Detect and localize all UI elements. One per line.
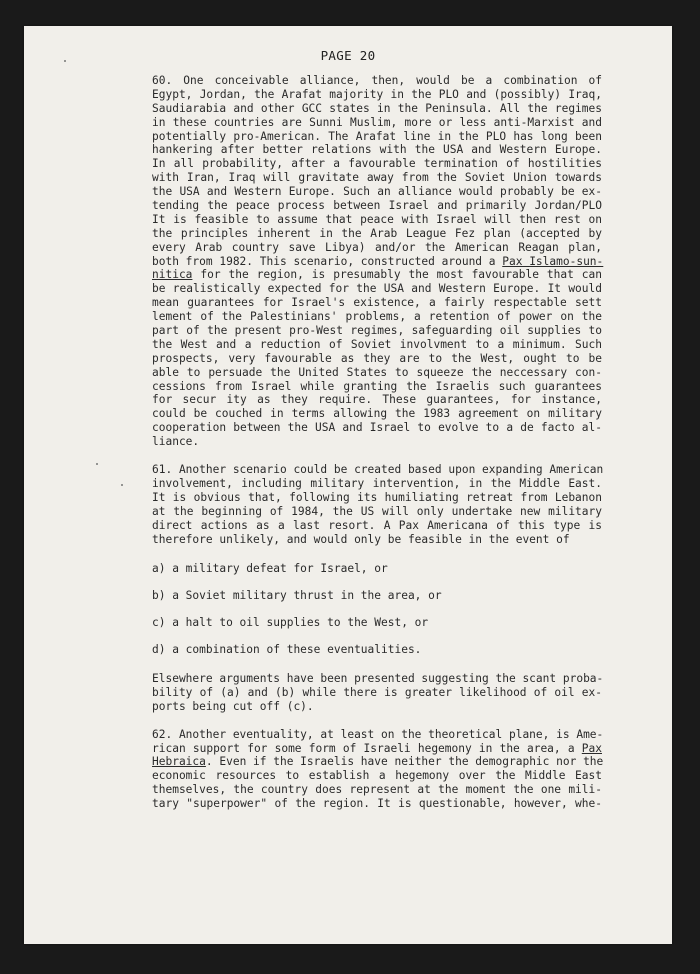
line-text: 61. Another scenario could be created based upon expanding American [152,463,604,477]
paper-speck [96,463,98,465]
list-item: c) a halt to oil supplies to the West, or [152,616,429,630]
line-text: . Even if the Israelis have neither the demographic nor the [205,755,604,769]
text-line [152,185,602,199]
line-text: cooperation between the USA and Israel to evolve to a de facto al- [152,421,602,435]
line-text: It is feasible to assume that peace with Israel will then rest on [152,212,602,226]
text-line [152,296,602,310]
paragraph-elsewhere [152,672,602,714]
line-text: Saudiarabia and other GCC states in the Peninsula. All the regimes [152,101,602,115]
text-line [152,227,602,241]
document-page [24,26,672,944]
text-line [152,797,602,811]
text-line [152,199,602,213]
text-line [152,491,602,505]
text-line [152,116,602,130]
underlined-term: Pax [581,741,602,755]
line-text: both from 1982. This scenario, constructed around a [152,254,503,268]
line-text: with Iran, Iraq will gravitate away from the Soviet Union towards [152,171,602,185]
text-line [152,310,602,324]
line-text: themselves, the country does represent at the moment the one mili- [152,783,602,797]
paragraph-60 [152,74,602,449]
text-line [152,477,602,491]
text-line [152,533,602,547]
line-text: direct actions as a last resort. A Pax Americana of this type is [152,518,602,532]
line-text: involvement, including military intervention, in the Middle East. [152,476,602,490]
line-text: part of the present pro-West regimes, safeguarding oil supplies to [152,324,602,338]
line-text: cessions from Israel while granting the Israelis such guarantees [152,379,602,393]
text-line [152,88,602,102]
underlined-term: Hebraica [152,755,206,769]
text-line [152,352,602,366]
line-text: It is obvious that, following its humiliating retreat from Lebanon [152,490,602,504]
underlined-term: nitica [152,268,193,282]
line-text: therefore unlikely, and would only be feasible in the event of [152,532,570,546]
line-text: mean guarantees for Israel's existence, a fairly respectable sett [152,296,602,310]
line-text: able to persuade the United States to squeeze the neccessary con- [152,365,602,379]
line-text: liance. [152,435,200,449]
text-line [152,769,602,783]
line-text: the West and a reduction of Soviet involvment to a minimum. Such [152,337,602,351]
line-text: tending the peace process between Israel and primarily Jordan/PLO [152,199,602,213]
underlined-term: Pax Islamo-sun- [502,254,604,268]
line-text: In all probability, after a favourable termination of hostilities [152,157,602,171]
text-line [152,686,602,700]
text-line [152,421,602,435]
line-text: bility of (a) and (b) while there is greater likelihood of oil ex- [152,685,602,699]
line-text: the USA and Western Europe. Such an alliance would probably be ex- [152,185,602,199]
page-header: PAGE 20 [320,48,376,63]
text-line [152,74,602,88]
document-body [152,74,602,825]
paragraph-62 [152,728,602,811]
line-text: rican support for some form of Israeli hegemony in the area, a [152,741,582,755]
text-line [152,728,602,742]
line-text: for the region, is presumably the most favourable that can [192,268,602,282]
text-line [152,255,602,269]
line-text: in these countries are Sunni Muslim, more or less anti-Marxist and [152,115,602,129]
text-line [152,505,602,519]
text-line [152,742,602,756]
line-text: tary "superpower" of the region. It is questionable, however, whe- [152,797,602,811]
list-item: b) a Soviet military thrust in the area, or [152,589,442,603]
line-text: lement of the Palestinians' problems, a retention of power on the [152,310,602,324]
line-text: 60. One conceivable alliance, then, would be a combination of [152,74,602,87]
text-line [152,324,602,338]
text-line [152,171,602,185]
text-line [152,393,602,407]
text-line [152,407,602,421]
line-text: 62. Another eventuality, at least on the theoretical plane, is Ame- [152,727,604,741]
list-item: d) a combination of these eventualities. [152,643,422,657]
text-line [152,519,602,533]
text-line [152,157,602,171]
text-line [152,241,602,255]
line-text: be realistically expected for the USA and Western Europe. It would [152,282,602,296]
line-text: economic resources to establish a hegemony over the Middle East [152,769,602,783]
text-line [152,435,602,449]
line-text: could be couched in terms allowing the 1983 agreement on military [152,407,602,421]
text-line [152,268,602,282]
paper-speck [64,60,66,62]
text-line [152,130,602,144]
text-line [152,282,602,296]
line-text: Elsewhere arguments have been presented suggesting the scant proba- [152,672,604,686]
text-line [152,338,602,352]
text-line [152,700,602,714]
list-item: a) a military defeat for Israel, or [152,562,388,576]
text-line [152,755,602,769]
paragraph-61 [152,463,602,546]
line-text: ports being cut off (c). [152,699,314,713]
line-text: for secur ity as they require. These guarantees, for instance, [152,393,602,407]
text-line [152,102,602,116]
text-line [152,463,602,477]
text-line [152,783,602,797]
line-text: every Arab country save Libya) and/or the American Reagan plan, [152,240,602,254]
line-text: Egypt, Jordan, the Arafat majority in the PLO and (possibly) Iraq, [152,87,602,101]
line-text: potentially pro-American. The Arafat line in the PLO has long been [152,129,602,143]
text-line [152,380,602,394]
text-line [152,143,602,157]
line-text: prospects, very favourable as they are to the West, ought to be [152,351,602,365]
line-text: the principles inherent in the Arab League Fez plan (accepted by [152,226,602,240]
eventualities-list [152,562,602,657]
paper-speck [121,484,123,486]
text-line [152,213,602,227]
text-line [152,672,602,686]
line-text: hankering after better relations with the USA and Western Europe. [152,143,602,157]
text-line [152,366,602,380]
line-text: at the beginning of 1984, the US will only undertake new military [152,504,602,518]
